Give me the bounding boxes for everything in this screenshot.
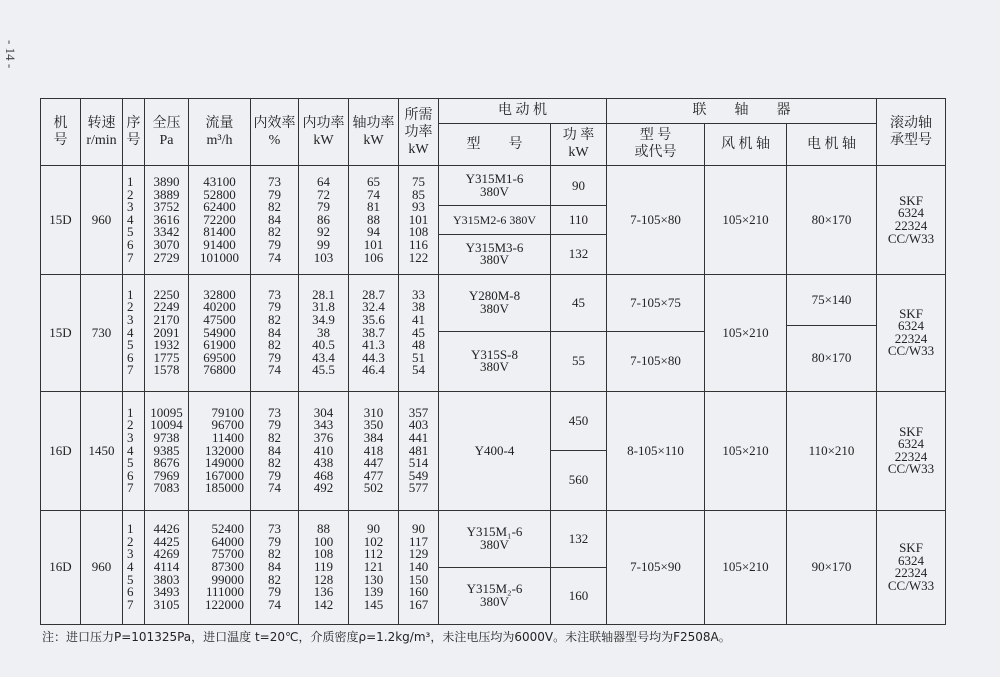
required-power-cell: 75 85 93 101 108 116 122	[399, 166, 439, 274]
motor-model-cell: Y315M₂-6 380V	[439, 567, 551, 624]
page-number: - 14 -	[3, 40, 18, 69]
machine-cell: 16D	[41, 510, 81, 624]
header-flow: 流量 m³/h	[189, 99, 251, 166]
motor-model-cell: Y315M3-6 380V	[439, 234, 551, 274]
speed-cell: 730	[81, 274, 123, 391]
efficiency-cell: 73 79 82 84 82 79 74	[251, 166, 299, 274]
fan-shaft-cell: 105×210	[705, 392, 787, 510]
motor-model-cell: Y315M₁-6 380V	[439, 510, 551, 567]
efficiency-cell: 73 79 82 84 82 79 74	[251, 392, 299, 510]
bearing-cell: SKF 6324 22324 CC/W33	[877, 510, 946, 624]
fan-spec-table	[40, 98, 946, 625]
header-inner-efficiency: 内效率 %	[251, 99, 299, 166]
pressure-cell: 3890 3889 3752 3616 3342 3070 2729	[145, 166, 189, 274]
seq-cell: 1 2 3 4 5 6 7	[123, 392, 145, 510]
inner-power-cell: 88 100 108 119 128 136 142	[299, 510, 349, 624]
table-row	[41, 166, 946, 206]
coupling-model-cell: 8-105×110	[607, 392, 705, 510]
header-coupling: 联 轴 器	[607, 99, 877, 124]
header-shaft-power: 轴功率 kW	[349, 99, 399, 166]
motor-model-cell: Y400-4	[439, 392, 551, 510]
coupling-model-cell: 7-105×90	[607, 510, 705, 624]
flow-cell: 52400 64000 75700 87300 99000 111000 122000	[189, 510, 251, 624]
bearing-cell: SKF 6324 22324 CC/W33	[877, 166, 946, 274]
motor-shaft-cell: 110×210	[787, 392, 877, 510]
header-machine-no: 机 号	[41, 99, 81, 166]
shaft-power-cell: 65 74 81 88 94 101 106	[349, 166, 399, 274]
table-row	[41, 392, 946, 451]
header-bearing: 滚动轴 承型号	[877, 99, 946, 166]
header-coupling-model: 型 号 或代号	[607, 123, 705, 166]
motor-power-cell: 160	[551, 567, 607, 624]
fan-shaft-cell: 105×210	[705, 274, 787, 391]
header-inner-power: 内功率 kW	[299, 99, 349, 166]
header-motor-shaft: 电 机 轴	[787, 123, 877, 166]
inner-power-cell: 304 343 376 410 438 468 492	[299, 392, 349, 510]
inner-power-cell: 64 72 79 86 92 99 103	[299, 166, 349, 274]
coupling-model-cell: 7-105×80	[607, 331, 705, 391]
header-seq: 序 号	[123, 99, 145, 166]
motor-power-cell: 55	[551, 331, 607, 391]
motor-power-cell: 45	[551, 274, 607, 331]
efficiency-cell: 73 79 82 84 82 79 74	[251, 274, 299, 391]
flow-cell: 43100 52800 62400 72200 81400 91400 101000	[189, 166, 251, 274]
motor-shaft-cell: 80×170	[787, 166, 877, 274]
motor-power-cell: 450	[551, 392, 607, 451]
speed-cell: 1450	[81, 392, 123, 510]
shaft-power-cell: 90 102 112 121 130 139 145	[349, 510, 399, 624]
motor-power-cell: 132	[551, 234, 607, 274]
pressure-cell: 4426 4425 4269 4114 3803 3493 3105	[145, 510, 189, 624]
table-row	[41, 274, 946, 325]
coupling-model-cell: 7-105×80	[607, 166, 705, 274]
bearing-cell: SKF 6324 22324 CC/W33	[877, 392, 946, 510]
shaft-power-cell: 28.7 32.4 35.6 38.7 41.3 44.3 46.4	[349, 274, 399, 391]
machine-cell: 15D	[41, 274, 81, 391]
required-power-cell: 33 38 41 45 48 51 54	[399, 274, 439, 391]
motor-model-cell: Y280M-8 380V	[439, 274, 551, 331]
header-motor-power: 功 率 kW	[551, 123, 607, 166]
header-motor: 电 动 机	[439, 99, 607, 124]
motor-shaft-cell: 80×170	[787, 325, 877, 391]
fan-shaft-cell: 105×210	[705, 510, 787, 624]
coupling-model-cell: 7-105×75	[607, 274, 705, 331]
seq-cell: 1 2 3 4 5 6 7	[123, 166, 145, 274]
motor-model-cell: Y315S-8 380V	[439, 331, 551, 391]
seq-cell: 1 2 3 4 5 6 7	[123, 274, 145, 391]
shaft-power-cell: 310 350 384 418 447 477 502	[349, 392, 399, 510]
bearing-cell: SKF 6324 22324 CC/W33	[877, 274, 946, 391]
header-fan-shaft: 风 机 轴	[705, 123, 787, 166]
header-pressure: 全压 Pa	[145, 99, 189, 166]
motor-shaft-cell: 90×170	[787, 510, 877, 624]
header-motor-model: 型 号	[439, 123, 551, 166]
header-required-power: 所需 功率 kW	[399, 99, 439, 166]
required-power-cell: 357 403 441 481 514 549 577	[399, 392, 439, 510]
motor-power-cell: 110	[551, 206, 607, 235]
speed-cell: 960	[81, 166, 123, 274]
machine-cell: 16D	[41, 392, 81, 510]
pressure-cell: 2250 2249 2170 2091 1932 1775 1578	[145, 274, 189, 391]
header-speed: 转速 r/min	[81, 99, 123, 166]
inner-power-cell: 28.1 31.8 34.9 38 40.5 43.4 45.5	[299, 274, 349, 391]
fan-shaft-cell: 105×210	[705, 166, 787, 274]
footnote: 注：进口压力P=101325Pa，进口温度 t=20℃，介质密度ρ=1.2kg/m³，未注电压均为6000V。未注联轴器型号均为F2508A。	[42, 630, 731, 644]
seq-cell: 1 2 3 4 5 6 7	[123, 510, 145, 624]
efficiency-cell: 73 79 82 84 82 79 74	[251, 510, 299, 624]
motor-power-cell: 90	[551, 166, 607, 206]
motor-shaft-cell: 75×140	[787, 274, 877, 325]
flow-cell: 79100 96700 11400 132000 149000 167000 185000	[189, 392, 251, 510]
required-power-cell: 90 117 129 140 150 160 167	[399, 510, 439, 624]
speed-cell: 960	[81, 510, 123, 624]
machine-cell: 15D	[41, 166, 81, 274]
pressure-cell: 10095 10094 9738 9385 8676 7969 7083	[145, 392, 189, 510]
motor-power-cell: 132	[551, 510, 607, 567]
table-row	[41, 510, 946, 567]
motor-model-cell: Y315M2-6 380V	[439, 206, 551, 235]
flow-cell: 32800 40200 47500 54900 61900 69500 76800	[189, 274, 251, 391]
header-row-1	[41, 99, 946, 124]
motor-power-cell: 560	[551, 451, 607, 510]
motor-model-cell: Y315M1-6 380V	[439, 166, 551, 206]
